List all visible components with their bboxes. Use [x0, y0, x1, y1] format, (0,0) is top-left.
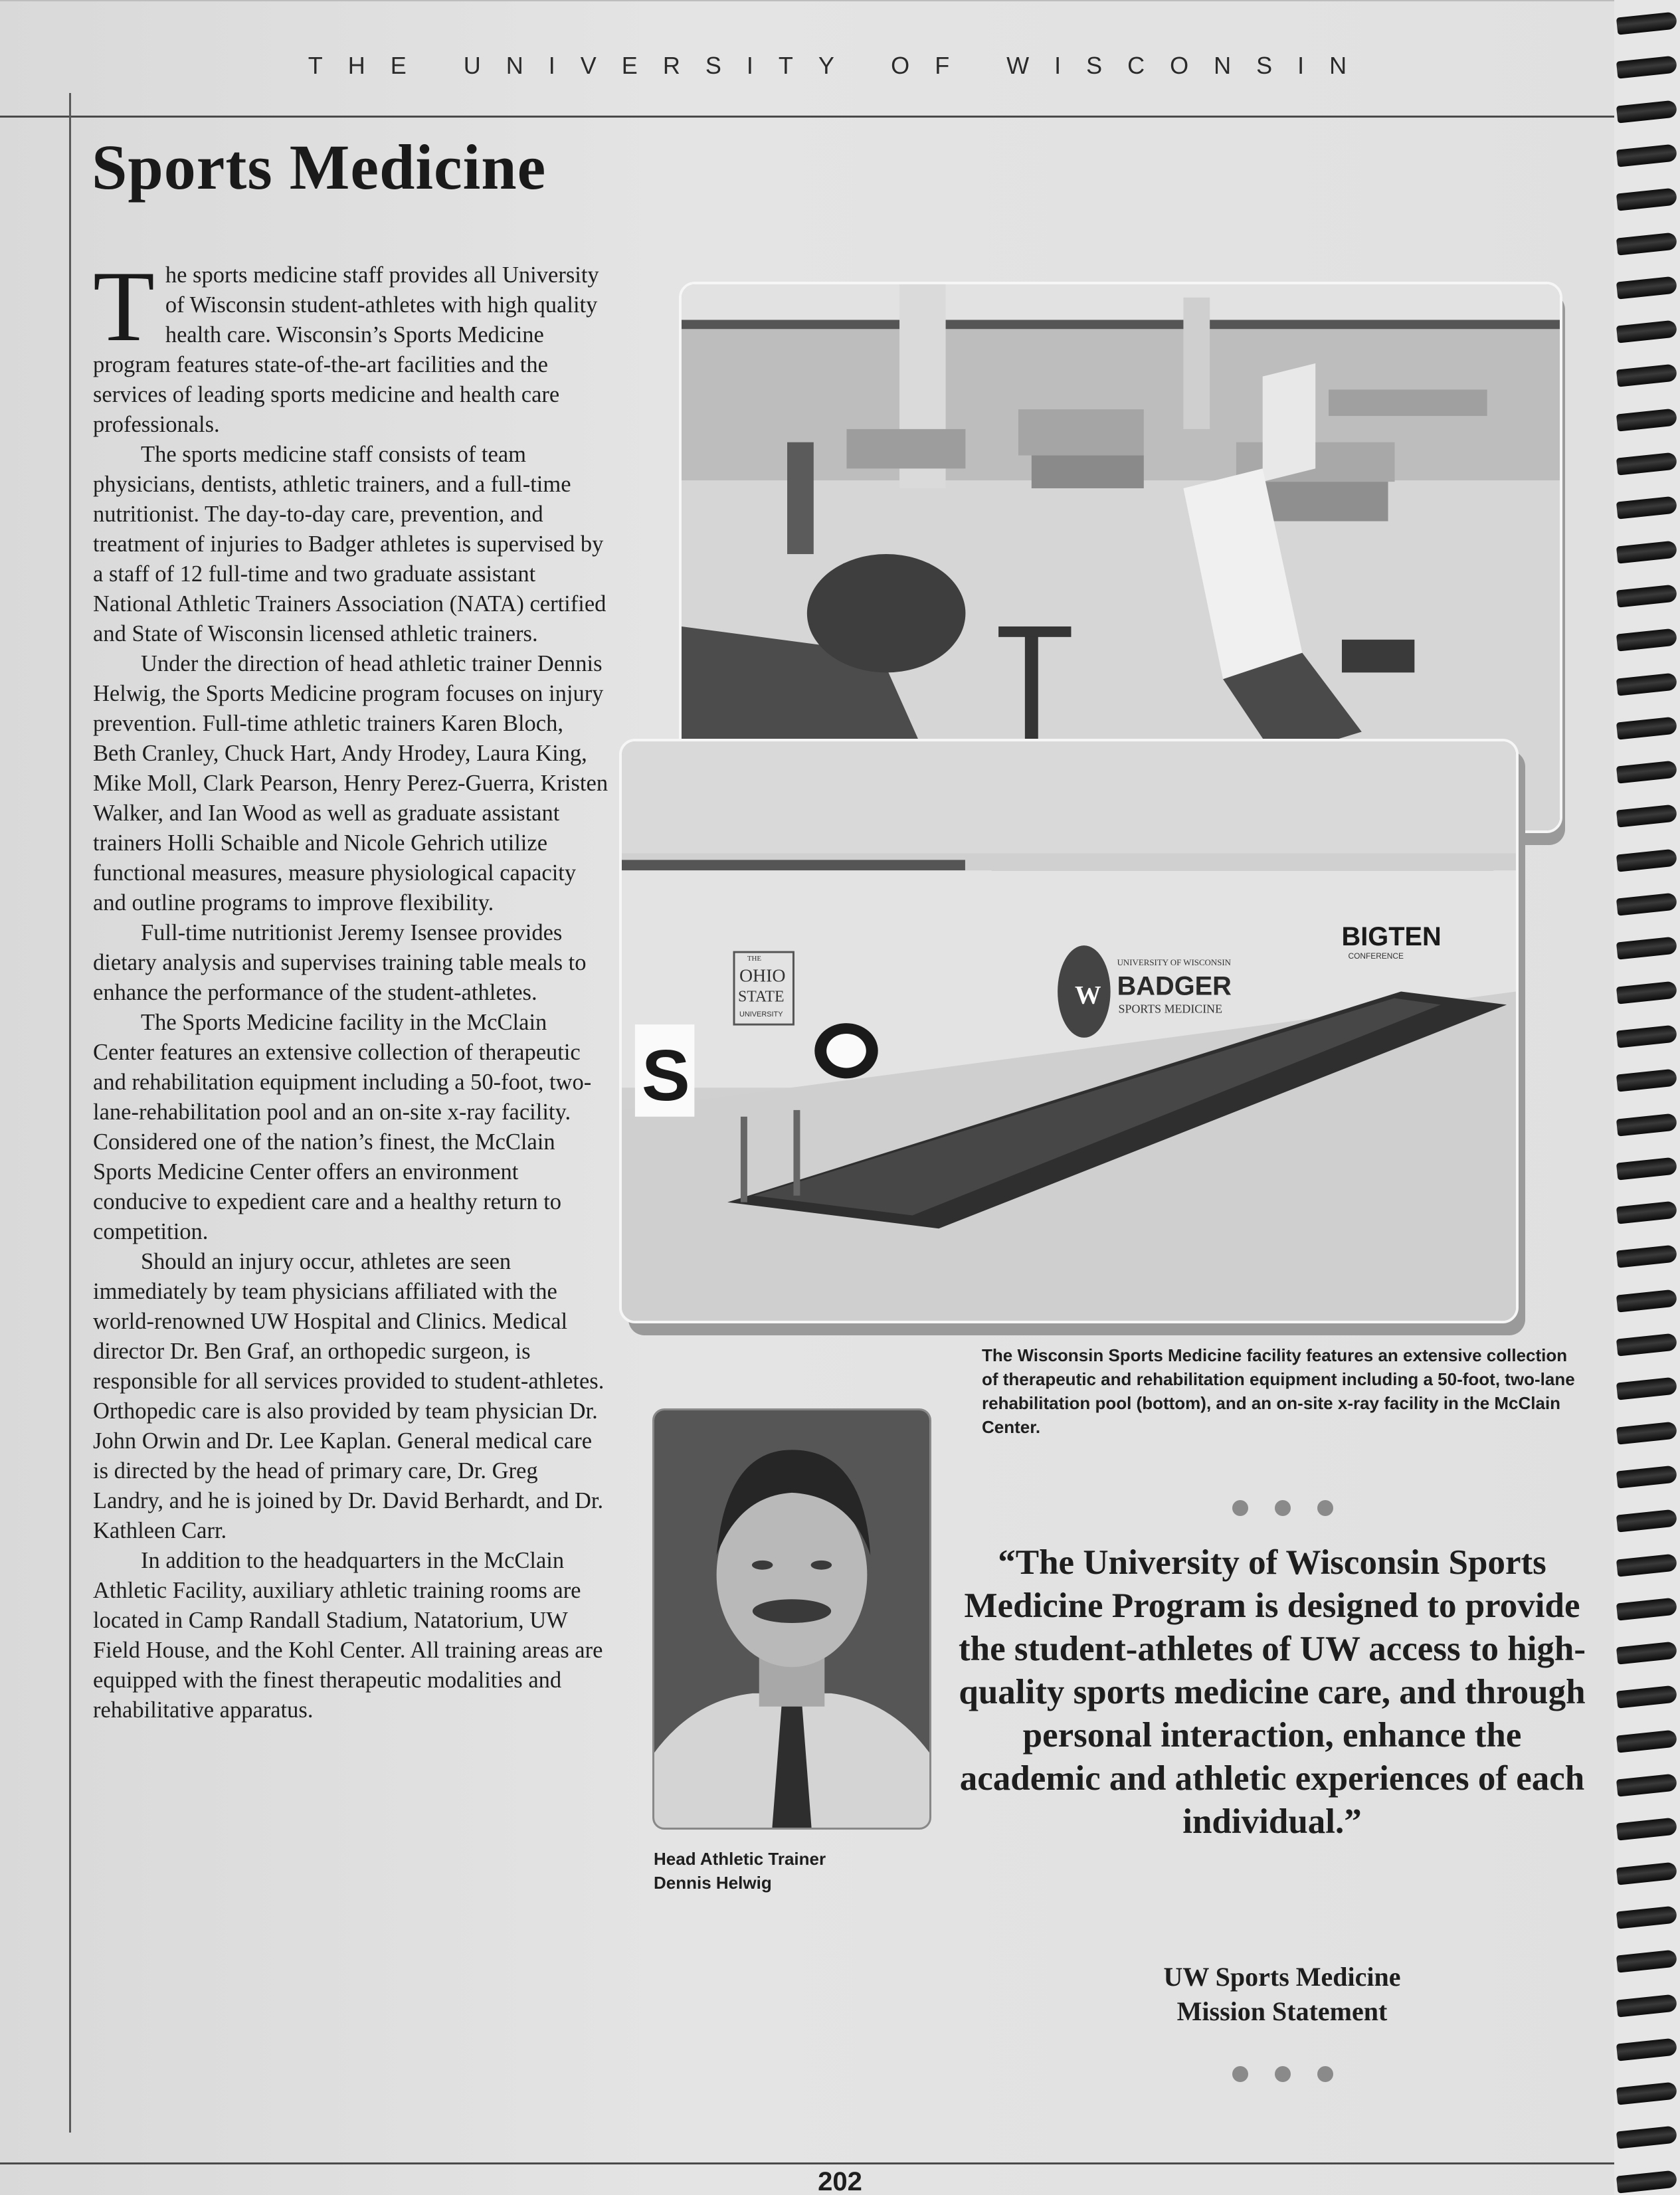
drop-cap: T — [93, 250, 155, 362]
spiral-coil — [1616, 1597, 1677, 1620]
footer-rule — [0, 2162, 1621, 2164]
article-paragraph: In addition to the headquarters in the McClain Athletic Facility, auxiliary athletic training rooms are located in Camp Randall Stadium, Natatorium, UW Field House, and the Kohl Center. All training areas are equipped with the finest therapeutic modalities and rehabilitative apparatus. — [93, 1548, 603, 1723]
spiral-coil — [1616, 1200, 1677, 1224]
spiral-coil — [1616, 11, 1677, 35]
spiral-coil — [1616, 892, 1677, 915]
spiral-coil — [1616, 100, 1677, 123]
article-body — [93, 250, 611, 1725]
ornament-dots — [1232, 2066, 1339, 2083]
spiral-coil — [1616, 1729, 1677, 1753]
article-paragraph: Under the direction of head athletic trainer Dennis Helwig, the Sports Medicine program focuses on injury prevention. Full-time athletic trainers Karen Bloch, Beth Cranley, Chuck Hart, Andy Hrodey, Laura King, Mike Moll, Clark Pearson, Henry Perez-Guerra, Kristen Walker, and Ian Wood as well as graduate assistant trainers Holli Schaible and Nicole Gehrich utilize functional measures, measure physiological capacity and outline programs to improve flexibility. — [93, 651, 608, 915]
spiral-coil — [1616, 1905, 1677, 1929]
ohio-state-state: STATE — [737, 988, 785, 1006]
spiral-coil — [1616, 716, 1677, 739]
mission-quote: “The University of Wisconsin Sports Medicine Program is designed to provide the student-athletes of UW access to high-quality sports medicine care, and through personal interaction, enhance the academic and athletic experiences of each individual.” — [958, 1543, 1586, 1841]
spiral-coil — [1616, 805, 1677, 828]
ornament-dot — [1317, 2066, 1333, 2082]
spiral-coil — [1616, 1113, 1677, 1136]
spiral-coil — [1616, 1333, 1677, 1356]
spiral-coil — [1616, 1994, 1677, 2017]
article-paragraph: Should an injury occur, athletes are seen immediately by team physicians affiliated with the world-renowned UW Hospital and Clinics. Medical director Dr. Ben Graf, an orthopedic surgeon, is responsible for all services provided to student-athletes. Orthopedic care is also provided by team physician Dr. John Orwin and Dr. Lee Kaplan. General medical care is directed by the head of primary care, Dr. Greg Landry, and he is joined by Dr. David Berhardt, and Dr. Kathleen Carr. — [93, 1249, 605, 1543]
crop-line — [0, 0, 1621, 1]
spiral-coil — [1616, 143, 1677, 167]
spiral-coil — [1616, 188, 1677, 211]
big-ten-sign: BIGTEN — [1341, 922, 1442, 952]
pool-image — [622, 741, 1516, 1321]
spiral-coil — [1616, 1950, 1677, 1973]
page-number: 202 — [818, 2167, 862, 2195]
spiral-binding — [1614, 0, 1680, 2195]
spiral-coil — [1616, 584, 1677, 607]
ornament-dot — [1232, 2066, 1248, 2082]
spiral-coil — [1616, 2038, 1677, 2061]
ohio-state-the: THE — [747, 954, 762, 963]
spartan-s-logo: S — [641, 1035, 690, 1117]
facility-caption: The Wisconsin Sports Medicine facility features an extensive collection of therapeutic and rehabilitation equipment including a 50-foot, two-lane rehabilitation pool (bottom), and an on-site x-ray facility in the McClain Center. — [982, 1345, 1575, 1437]
portrait-caption-title: Head Athletic Trainer — [654, 1849, 826, 1869]
spiral-coil — [1616, 408, 1677, 431]
spiral-coil — [1616, 1024, 1677, 1048]
spiral-coil — [1616, 540, 1677, 563]
quote-attribution — [1023, 1960, 1541, 2029]
spiral-coil — [1616, 1509, 1677, 1533]
badger-sign-university: UNIVERSITY OF WISCONSIN — [1117, 957, 1232, 967]
article-paragraph: The Sports Medicine facility in the McClain Center features an extensive collection of therapeutic and rehabilitation equipment including a 50-foot, two-lane-rehabilitation pool and an on-site x-ray facility. Considered one of the nation’s finest, the McClain Sports Medicine Center offers an environment conducive to expedient care and a healthy return to competition. — [93, 1010, 592, 1244]
spiral-coil — [1616, 1377, 1677, 1400]
ornament-dot — [1275, 2066, 1291, 2082]
article-paragraph — [93, 250, 611, 440]
badger-sign-subtitle: SPORTS MEDICINE — [1118, 1002, 1223, 1016]
spiral-coil — [1616, 1685, 1677, 1709]
spiral-coil — [1616, 364, 1677, 387]
spiral-coil — [1616, 628, 1677, 652]
big-ten-conference: CONFERENCE — [1348, 951, 1404, 961]
spiral-coil — [1616, 2126, 1677, 2149]
spiral-coil — [1616, 1421, 1677, 1444]
spiral-coil — [1616, 1289, 1677, 1312]
badger-sign-title: BADGER — [1117, 971, 1232, 1001]
ornament-dot — [1275, 1500, 1291, 1516]
rehabilitation-pool-photo — [619, 739, 1519, 1323]
spiral-coil — [1616, 452, 1677, 475]
spiral-coil — [1616, 1069, 1677, 1092]
quote-attribution-line: Mission Statement — [1176, 1996, 1388, 2026]
ohio-state-ohio: OHIO — [739, 965, 786, 987]
spiral-coil — [1616, 760, 1677, 783]
spiral-coil — [1616, 1641, 1677, 1664]
spiral-coil — [1616, 1773, 1677, 1796]
spiral-coil — [1616, 1861, 1677, 1885]
running-head: THE UNIVERSITY OF WISCONSIN — [308, 52, 1372, 79]
spiral-coil — [1616, 2081, 1677, 2105]
spiral-coil — [1616, 232, 1677, 255]
wisconsin-w-logo: W — [1074, 980, 1101, 1010]
ornament-dot — [1232, 1500, 1248, 1516]
spiral-coil — [1616, 981, 1677, 1004]
spiral-coil — [1616, 276, 1677, 299]
spiral-coil — [1616, 848, 1677, 872]
article-paragraph: Full-time nutritionist Jeremy Isensee provides dietary analysis and supervises training table meals to enhance the performance of the student-athletes. — [93, 920, 587, 1005]
spiral-coil — [1616, 2170, 1677, 2193]
spiral-coil — [1616, 1818, 1677, 1841]
page-title: Sports Medicine — [92, 132, 547, 203]
portrait-caption-name: Dennis Helwig — [654, 1873, 772, 1893]
portrait-photo — [652, 1408, 931, 1830]
margin-rule — [69, 93, 71, 2133]
ornament-dots — [1232, 1500, 1339, 1517]
spiral-coil — [1616, 1465, 1677, 1488]
spiral-coil — [1616, 672, 1677, 696]
spiral-coil — [1616, 1245, 1677, 1268]
quote-attribution-line: UW Sports Medicine — [1163, 1962, 1401, 1992]
spiral-coil — [1616, 496, 1677, 520]
spiral-coil — [1616, 1157, 1677, 1180]
portrait-caption — [654, 1847, 919, 1895]
portrait-image — [654, 1410, 929, 1828]
article-paragraph-text: he sports medicine staff provides all University of Wisconsin student-athletes with high quality health care. Wisconsin’s Sports Medicine program features state-of-the-art facilities and the services of leading sports medicine and health care professionals. — [93, 262, 599, 437]
ornament-dot — [1317, 1500, 1333, 1516]
spiral-coil — [1616, 320, 1677, 343]
spiral-coil — [1616, 56, 1677, 79]
article-paragraph: The sports medicine staff consists of team physicians, dentists, athletic trainers, and a full-time nutritionist. The day-to-day care, prevention, and treatment of injuries to Badger athletes is supervised by a staff of 12 full-time and two graduate assistant National Athletic Trainers Association (NATA) certified and State of Wisconsin licensed athletic trainers. — [93, 442, 607, 646]
header-rule — [0, 116, 1621, 118]
spiral-coil — [1616, 1553, 1677, 1576]
ohio-state-university: UNIVERSITY — [739, 1010, 783, 1019]
spiral-coil — [1616, 937, 1677, 960]
